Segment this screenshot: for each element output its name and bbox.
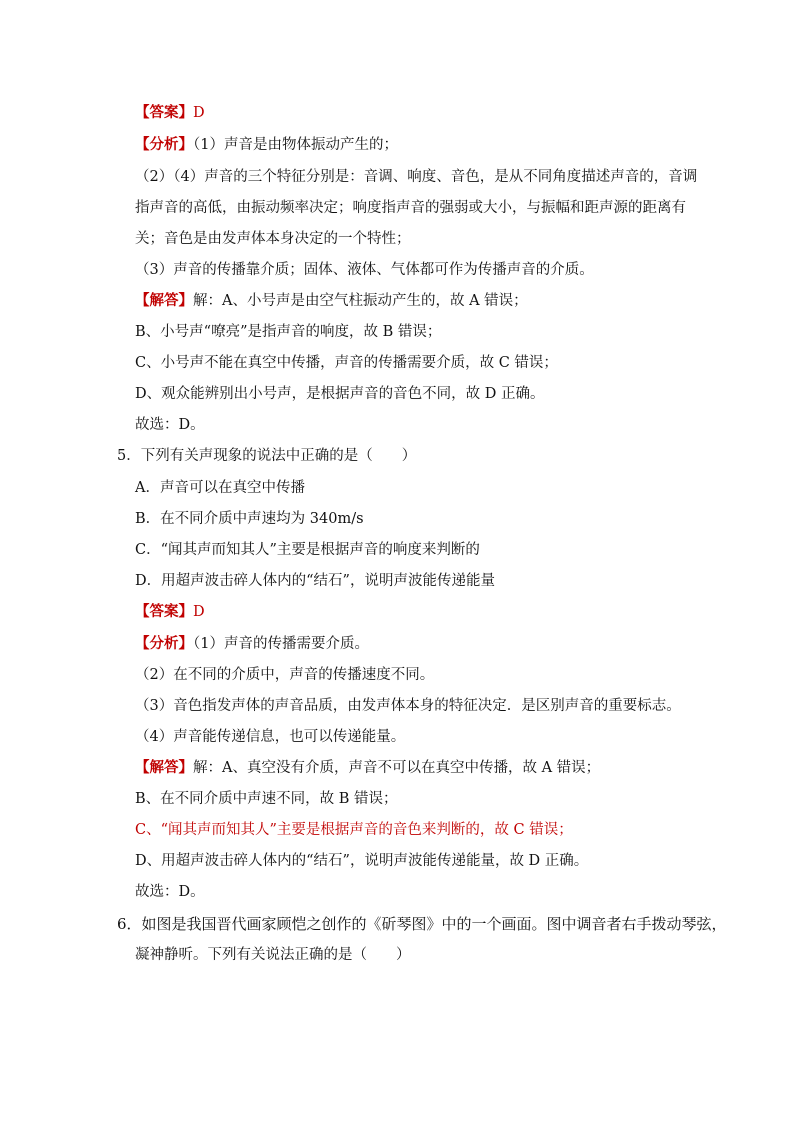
solution-tag: 【解答】 bbox=[135, 292, 193, 309]
analysis-text: （1）声音是由物体振动产生的； bbox=[193, 137, 398, 153]
solution-line: B、小号声“嘹亮”是指声音的响度，故 B 错误； bbox=[135, 324, 442, 340]
analysis-line bbox=[135, 135, 398, 155]
analysis-line: 指声音的高低，由振动频率决定；响度指声音的强弱或大小，与振幅和距声源的距离有 bbox=[135, 200, 686, 216]
solution-line: C、小号声不能在真空中传播，声音的传播需要介质，故 C 错误； bbox=[135, 355, 558, 371]
answer-line bbox=[135, 103, 205, 123]
solution-line bbox=[135, 291, 528, 311]
analysis-line: （3）音色指发声体的声音品质，由发声体本身的特征决定．是区别声音的重要标志。 bbox=[135, 698, 681, 714]
answer-tag: 【答案】 bbox=[135, 104, 193, 121]
analysis-line: （2）在不同的介质中，声音的传播速度不同。 bbox=[135, 667, 435, 683]
option-c: C．“闻其声而知其人”主要是根据声音的响度来判断的 bbox=[135, 542, 480, 558]
question-stem: 6．如图是我国晋代画家顾恺之创作的《斫琴图》中的一个画面。图中调音者右手拨动琴弦， bbox=[117, 915, 727, 933]
analysis-line bbox=[135, 634, 369, 654]
answer-tag: 【答案】 bbox=[135, 603, 193, 620]
conclusion-line: 故选：D。 bbox=[135, 884, 205, 900]
solution-line: D、观众能辨别出小号声，是根据声音的音色不同，故 D 正确。 bbox=[135, 386, 545, 402]
option-b: B．在不同介质中声速均为 340m/s bbox=[135, 511, 364, 527]
solution-line: D、用超声波击碎人体内的“结石”，说明声波能传递能量，故 D 正确。 bbox=[135, 853, 589, 869]
solution-tag: 【解答】 bbox=[135, 759, 193, 776]
analysis-line: （3）声音的传播靠介质；固体、液体、气体都可作为传播声音的介质。 bbox=[135, 262, 594, 278]
solution-text: 解：A、真空没有介质，声音不可以在真空中传播，故 A 错误； bbox=[193, 760, 601, 776]
answer-value: D bbox=[193, 105, 205, 121]
answer-value: D bbox=[193, 604, 205, 620]
option-d: D．用超声波击碎人体内的“结石”，说明声波能传递能量 bbox=[135, 573, 495, 589]
answer-line bbox=[135, 602, 205, 622]
question-stem: 5．下列有关声现象的说法中正确的是（ ） bbox=[117, 448, 417, 464]
analysis-line: （4）声音能传递信息，也可以传递能量。 bbox=[135, 729, 406, 745]
conclusion-line: 故选：D。 bbox=[135, 417, 205, 433]
analysis-line: （2）（4）声音的三个特征分别是：音调、响度、音色，是从不同角度描述声音的，音调 bbox=[135, 169, 698, 185]
solution-line bbox=[135, 758, 600, 778]
question-stem-continued: 凝神静听。下列有关说法正确的是（ ） bbox=[135, 947, 411, 963]
solution-line: B、在不同介质中声速不同，故 B 错误； bbox=[135, 791, 398, 807]
analysis-line: 关；音色是由发声体本身决定的一个特性； bbox=[135, 231, 411, 247]
analysis-text: （1）声音的传播需要介质。 bbox=[193, 636, 369, 652]
solution-text: 解：A、小号声是由空气柱振动产生的，故 A 错误； bbox=[193, 293, 528, 309]
option-a: A．声音可以在真空中传播 bbox=[135, 480, 305, 496]
analysis-tag: 【分析】 bbox=[135, 136, 193, 153]
solution-line: C、“闻其声而知其人”主要是根据声音的音色来判断的，故 C 错误； bbox=[135, 822, 573, 838]
analysis-tag: 【分析】 bbox=[135, 635, 193, 652]
